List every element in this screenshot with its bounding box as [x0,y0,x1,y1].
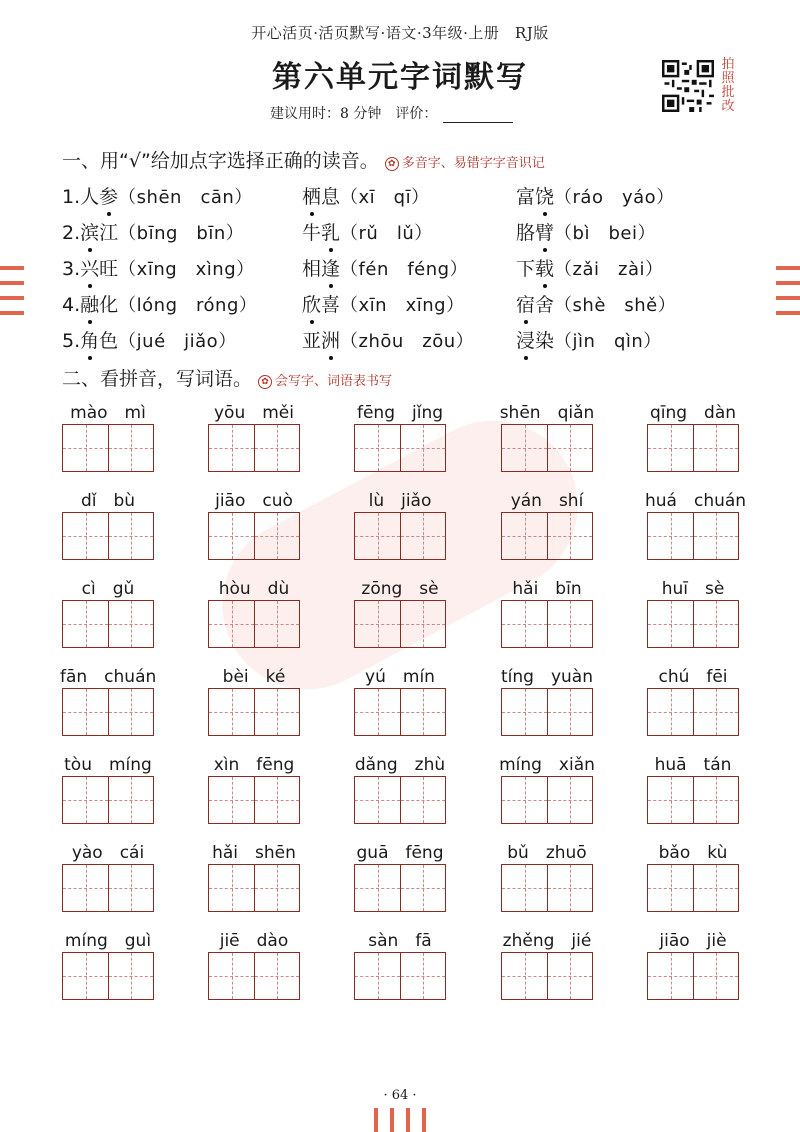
tianzige-box[interactable] [108,689,153,735]
tianzige-box[interactable] [502,513,547,559]
writing-boxes [354,864,446,912]
writing-boxes [501,952,593,1000]
word-cell [352,486,448,566]
writing-boxes [647,424,739,472]
question-item [302,326,474,353]
series-header: 开心活页·活页默写·语文·3年级·上册 RJ版 [251,24,549,42]
dotted-character: 宿 [516,290,535,317]
word-part: 下 [516,258,536,280]
tianzige-box[interactable] [400,777,445,823]
tianzige-box[interactable] [648,953,693,999]
question-row [0,290,800,326]
tianzige-box[interactable] [547,601,592,647]
tianzige-box[interactable] [355,865,400,911]
tianzige-box[interactable] [63,865,108,911]
word-cell [60,486,156,566]
question-row [0,182,800,218]
writing-boxes [501,600,593,648]
question-row [0,218,800,254]
tianzige-box[interactable] [400,953,445,999]
tianzige-box[interactable] [502,865,547,911]
word-part: 化 [99,294,119,316]
writing-boxes [647,688,739,736]
writing-boxes [62,864,154,912]
word-cell [645,398,741,478]
word-cell [645,486,747,566]
bottom-binding-marks [374,1108,434,1132]
tianzige-box[interactable] [648,601,693,647]
pinyin-prompt: yōu měi [214,403,294,423]
writing-boxes [208,512,300,560]
word-cell [645,750,741,830]
right-binding-marks [776,266,800,326]
writing-boxes [62,952,154,1000]
pinyin-prompt: dǐ bù [80,491,136,511]
word-cell [352,574,448,654]
writing-boxes [208,776,300,824]
tianzige-box[interactable] [108,777,153,823]
writing-boxes [208,600,300,648]
question-number: 4. [62,294,81,316]
dotted-character: 乳 [321,218,340,245]
section1-title-text: 一、用“√”给加点字选择正确的读音。 [62,150,379,172]
word-cell [499,750,595,830]
tianzige-box[interactable] [693,865,738,911]
section1-tag [385,156,545,171]
pinyin-options[interactable]: （xī qī） [340,187,430,208]
writing-boxes [501,776,593,824]
dotted-character: 兴 [80,254,99,281]
pinyin-options[interactable]: （fén féng） [340,259,469,280]
writing-boxes [501,512,593,560]
tianzige-box[interactable] [547,777,592,823]
writing-boxes [354,776,446,824]
word-cell [206,926,302,1006]
tianzige-box[interactable] [355,689,400,735]
word-cell [352,926,448,1006]
question-item [516,218,656,245]
tianzige-box[interactable] [547,953,592,999]
tianzige-box[interactable] [63,777,108,823]
word-cell [645,926,741,1006]
writing-boxes [62,776,154,824]
tianzige-box[interactable] [355,513,400,559]
star-icon: ✿ [385,157,399,171]
section2-tag-text: 会写字、词语表书写 [275,374,393,389]
word-cell [60,662,156,742]
pinyin-prompt: bǔ zhuō [507,843,587,863]
time-label: 建议用时：8 分钟 评价： [270,106,438,122]
pinyin-options[interactable]: （rǔ lǔ） [340,223,433,244]
question-item [62,182,253,209]
word-part: 染 [535,330,555,352]
question-item [302,218,433,245]
pinyin-prompt: bèi ké [222,667,286,687]
word-cell [645,838,741,918]
grade-blank[interactable] [443,108,513,123]
question-item [516,290,676,317]
question-item [516,254,664,281]
word-cell [352,662,448,742]
pinyin-prompt: hǎi bīn [512,579,582,599]
question-item [302,182,430,209]
writing-boxes [647,864,739,912]
tianzige-box[interactable] [693,425,738,471]
question-number: 2. [62,222,81,244]
pinyin-prompt: chú fēi [658,667,728,687]
writing-boxes [354,952,446,1000]
question-item [516,182,675,209]
word-cell [352,750,448,830]
writing-boxes [208,688,300,736]
tianzige-box[interactable] [693,601,738,647]
writing-boxes [208,424,300,472]
question-item [302,290,465,317]
question-item [62,290,257,317]
pinyin-prompt: míng xiǎn [499,755,595,775]
pinyin-prompt: sàn fā [368,931,432,951]
section2-title [62,364,392,391]
word-part: 旺 [99,258,119,280]
writing-boxes [62,424,154,472]
question-number: 5. [62,330,81,352]
word-cell [206,838,302,918]
dotted-character: 欣 [302,290,321,317]
tianzige-box[interactable] [254,601,299,647]
pinyin-prompt: dǎng zhù [354,755,446,775]
pinyin-options[interactable]: （zǎi zài） [554,259,664,280]
tianzige-box[interactable] [547,513,592,559]
tianzige-box[interactable] [355,425,400,471]
tianzige-box[interactable] [693,777,738,823]
tianzige-box[interactable] [400,513,445,559]
tianzige-box[interactable] [108,601,153,647]
pinyin-options[interactable]: （lóng róng） [118,295,258,316]
writing-boxes [354,600,446,648]
writing-boxes [354,512,446,560]
pinyin-prompt: zhěng jié [502,931,592,951]
dotted-character: 臂 [535,218,554,245]
tianzige-box[interactable] [547,425,592,471]
tianzige-box[interactable] [355,777,400,823]
pinyin-prompt: cì gǔ [81,579,135,599]
writing-boxes [647,776,739,824]
pinyin-prompt: míng guì [64,931,152,951]
tianzige-box[interactable] [254,777,299,823]
pinyin-options[interactable]: （shēn cān） [118,187,253,208]
word-cell [60,750,156,830]
writing-boxes [647,600,739,648]
page-title: 第六单元字词默写 [272,60,528,95]
pinyin-prompt: yú mín [365,667,435,687]
question-row [0,326,800,362]
question-item [62,254,255,281]
tianzige-box[interactable] [502,689,547,735]
pinyin-prompt: bǎo kù [658,843,728,863]
dotted-character: 参 [99,182,118,209]
pinyin-prompt: guā fēng [356,843,444,863]
tianzige-box[interactable] [209,865,254,911]
tianzige-box[interactable] [209,689,254,735]
writing-boxes [501,424,593,472]
tianzige-box[interactable] [648,425,693,471]
tianzige-box[interactable] [209,953,254,999]
pinyin-prompt: huá chuán [645,491,747,511]
tianzige-box[interactable] [648,689,693,735]
word-part: 人 [80,186,100,208]
tianzige-box[interactable] [209,777,254,823]
tianzige-box[interactable] [254,689,299,735]
word-cell [499,574,595,654]
pinyin-options[interactable]: （shè shě） [554,295,677,316]
tianzige-box[interactable] [355,601,400,647]
word-part: 富 [516,186,536,208]
question-item [62,326,237,353]
tianzige-box[interactable] [63,689,108,735]
writing-boxes [501,864,593,912]
dotted-character: 饶 [535,182,554,209]
writing-boxes [647,512,739,560]
word-cell [206,486,302,566]
tianzige-box[interactable] [502,777,547,823]
pinyin-prompt: yán shí [510,491,584,511]
word-part: 牛 [302,222,322,244]
tianzige-box[interactable] [693,513,738,559]
question-item [302,254,468,281]
writing-boxes [354,688,446,736]
tianzige-box[interactable] [209,513,254,559]
tianzige-box[interactable] [400,425,445,471]
pinyin-prompt: jiāo jiè [659,931,727,951]
page-number: · 64 · [383,1088,417,1103]
scan-grade-label: 拍照批改 [721,57,735,114]
tianzige-box[interactable] [355,953,400,999]
word-cell [206,750,302,830]
pinyin-prompt: huī sè [661,579,725,599]
writing-boxes [354,424,446,472]
tianzige-box[interactable] [108,953,153,999]
writing-boxes [62,688,154,736]
pinyin-prompt: shēn qiǎn [499,403,595,423]
section1-tag-text: 多音字、易错字字音识记 [401,156,545,171]
pinyin-options[interactable]: （ráo yáo） [554,187,675,208]
tianzige-box[interactable] [209,601,254,647]
section2-title-text: 二、看拼音，写词语。 [62,368,253,390]
tianzige-box[interactable] [108,865,153,911]
pinyin-prompt: hòu dù [218,579,290,599]
pinyin-prompt: mào mì [70,403,146,423]
writing-boxes [208,952,300,1000]
tianzige-box[interactable] [547,865,592,911]
pinyin-prompt: fān chuán [60,667,157,687]
word-cell [499,662,595,742]
tianzige-box[interactable] [648,777,693,823]
writing-boxes [501,688,593,736]
tianzige-box[interactable] [693,689,738,735]
tianzige-box[interactable] [502,425,547,471]
pinyin-prompt: fēng jǐng [356,403,444,423]
tianzige-box[interactable] [108,513,153,559]
pinyin-prompt: zōng sè [361,579,439,599]
pinyin-prompt: jiē dào [219,931,289,951]
dotted-character: 逢 [321,254,340,281]
tianzige-box[interactable] [63,953,108,999]
dotted-character: 洲 [321,326,340,353]
word-part: 亚 [302,330,322,352]
tianzige-box[interactable] [400,865,445,911]
pinyin-prompt: xìn fēng [213,755,295,775]
word-part: 江 [99,222,119,244]
word-cell [499,926,595,1006]
tianzige-box[interactable] [400,689,445,735]
question-row [0,254,800,290]
qr-code[interactable] [662,60,714,112]
pinyin-options[interactable]: （bì bei） [554,223,656,244]
word-cell [60,838,156,918]
question-item [62,218,244,245]
pinyin-options[interactable]: （xīng xìng） [118,259,255,280]
word-cell [206,398,302,478]
word-part: 舍 [535,294,555,316]
word-cell [206,574,302,654]
tianzige-box[interactable] [648,865,693,911]
word-cell [499,838,595,918]
pinyin-prompt: qīng dàn [649,403,737,423]
star-icon: ✿ [258,375,272,389]
tianzige-box[interactable] [693,953,738,999]
tianzige-box[interactable] [648,513,693,559]
pinyin-prompt: huā tán [654,755,732,775]
tianzige-box[interactable] [254,865,299,911]
question-item [516,326,662,353]
tianzige-box[interactable] [502,601,547,647]
tianzige-box[interactable] [254,425,299,471]
section1-title [62,146,545,173]
left-binding-marks [0,266,24,326]
word-cell [499,486,595,566]
pinyin-prompt: tíng yuàn [501,667,593,687]
pinyin-options[interactable]: （zhōu zōu） [340,331,475,352]
word-part: 息 [321,186,341,208]
writing-boxes [62,512,154,560]
tianzige-box[interactable] [108,425,153,471]
pinyin-options[interactable]: （jué jiǎo） [118,331,237,352]
word-cell [645,662,741,742]
word-cell [352,398,448,478]
word-cell [60,926,156,1006]
word-part: 色 [99,330,119,352]
tianzige-box[interactable] [254,513,299,559]
question-number: 1. [62,186,81,208]
tianzige-box[interactable] [400,601,445,647]
word-cell [206,662,302,742]
dotted-character: 栖 [302,182,321,209]
word-cell [499,398,595,478]
word-part: 喜 [321,294,341,316]
writing-boxes [208,864,300,912]
dotted-character: 融 [80,290,99,317]
dotted-character: 滨 [80,218,99,245]
tianzige-box[interactable] [547,689,592,735]
pinyin-prompt: hǎi shēn [212,843,296,863]
pinyin-options[interactable]: （xīn xīng） [340,295,465,316]
writing-boxes [62,600,154,648]
tianzige-box[interactable] [502,953,547,999]
writing-boxes [647,952,739,1000]
pinyin-prompt: lù jiǎo [368,491,432,511]
question-number: 3. [62,258,81,280]
pinyin-prompt: yào cái [71,843,145,863]
pinyin-prompt: jiāo cuò [215,491,293,511]
time-and-grade [270,103,513,123]
pinyin-options[interactable]: （jìn qìn） [554,331,662,352]
word-cell [60,574,156,654]
dotted-character: 载 [535,254,554,281]
tianzige-box[interactable] [209,425,254,471]
tianzige-box[interactable] [63,513,108,559]
tianzige-box[interactable] [63,601,108,647]
tianzige-box[interactable] [63,425,108,471]
word-part: 相 [302,258,322,280]
word-cell [645,574,741,654]
pinyin-options[interactable]: （bīng bīn） [118,223,245,244]
tianzige-box[interactable] [254,953,299,999]
dotted-character: 角 [80,326,99,353]
word-cell [352,838,448,918]
section2-tag [258,374,392,389]
word-cell [60,398,156,478]
word-part: 胳 [516,222,536,244]
dotted-character: 浸 [516,326,535,353]
pinyin-prompt: tòu míng [64,755,152,775]
